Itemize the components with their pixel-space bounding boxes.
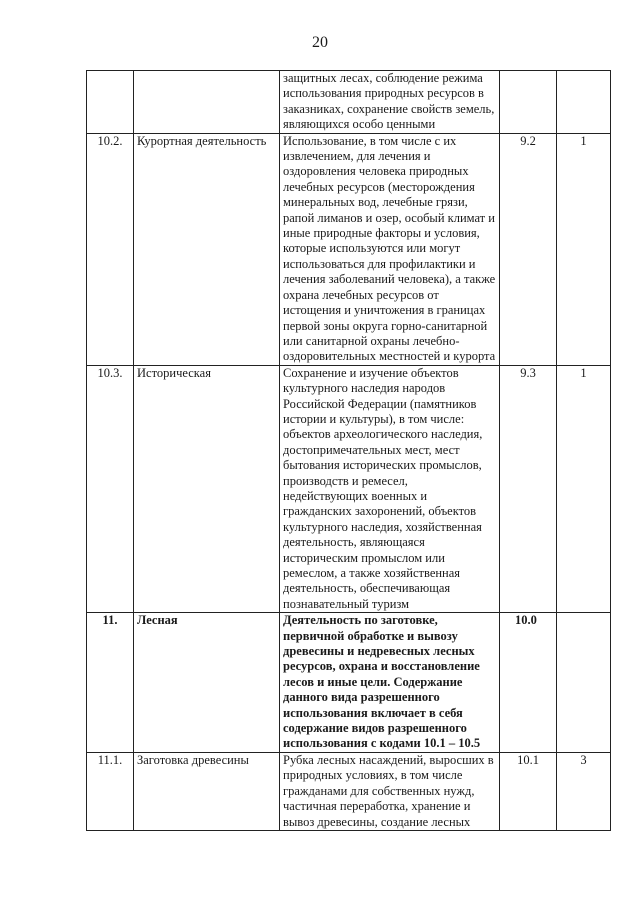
use-description: Деятельность по заготовке, первичной обработке и вывозу древесины и недревесных лесных ресурсов, охрана и восстановление лесов и иные цели. Содержание данного вида разрешенного использования включает в себя содержание видов разрешенного использования с кодами 10.1 – 10.5 [280,613,500,753]
row-number: 10.3. [87,365,134,613]
land-use-table [86,70,611,831]
use-description: Рубка лесных насаждений, выросших в природных условиях, в том числе гражданами для собственных нужд, частичная переработка, хранение и вывоз древесины, создание лесных [280,752,500,830]
classifier-code: 9.2 [500,133,557,365]
row-number: 11. [87,613,134,753]
classifier-code: 10.1 [500,752,557,830]
table-row [87,71,611,134]
row-number [87,71,134,134]
row-value [557,71,611,134]
classifier-code: 9.3 [500,365,557,613]
use-type-name: Курортная деятельность [134,133,280,365]
use-description: защитных лесах, соблюдение режима использования природных ресурсов в заказниках, сохранение свойств земель, являющихся особо ценными [280,71,500,134]
use-type-name: Историческая [134,365,280,613]
row-value: 1 [557,133,611,365]
row-value [557,613,611,753]
table-row [87,365,611,613]
row-number: 11.1. [87,752,134,830]
use-description: Сохранение и изучение объектов культурного наследия народов Российской Федерации (памятников истории и культуры), в том числе: объектов археологического наследия, достопримечательных мест, мест бытования исторических промыслов, производств и ремесел, недействующих военных и гражданских захоронений, объектов культурного наследия, хозяйственная деятельность, являющаяся историческим промыслом или ремеслом, а также хозяйственная деятельность, обеспечивающая познавательный туризм [280,365,500,613]
page-number: 20 [312,34,328,51]
use-type-name [134,71,280,134]
table-row [87,752,611,830]
classifier-code: 10.0 [500,613,557,753]
use-type-name: Лесная [134,613,280,753]
row-number: 10.2. [87,133,134,365]
use-type-name: Заготовка древесины [134,752,280,830]
row-value: 3 [557,752,611,830]
table-row [87,133,611,365]
use-description: Использование, в том числе с их извлечением, для лечения и оздоровления человека природных лечебных ресурсов (месторождения минеральных вод, лечебные грязи, рапой лиманов и озер, особый климат и иные природные факторы и условия, которые используются или могут использоваться для профилактики и лечения заболеваний человека), а также охрана лечебных ресурсов от истощения и уничтожения в границах первой зоны округа горно-санитарной или санитарной охраны лечебно-оздоровительных местностей и курорта [280,133,500,365]
row-value: 1 [557,365,611,613]
classifier-code [500,71,557,134]
table-row-section-header [87,613,611,753]
